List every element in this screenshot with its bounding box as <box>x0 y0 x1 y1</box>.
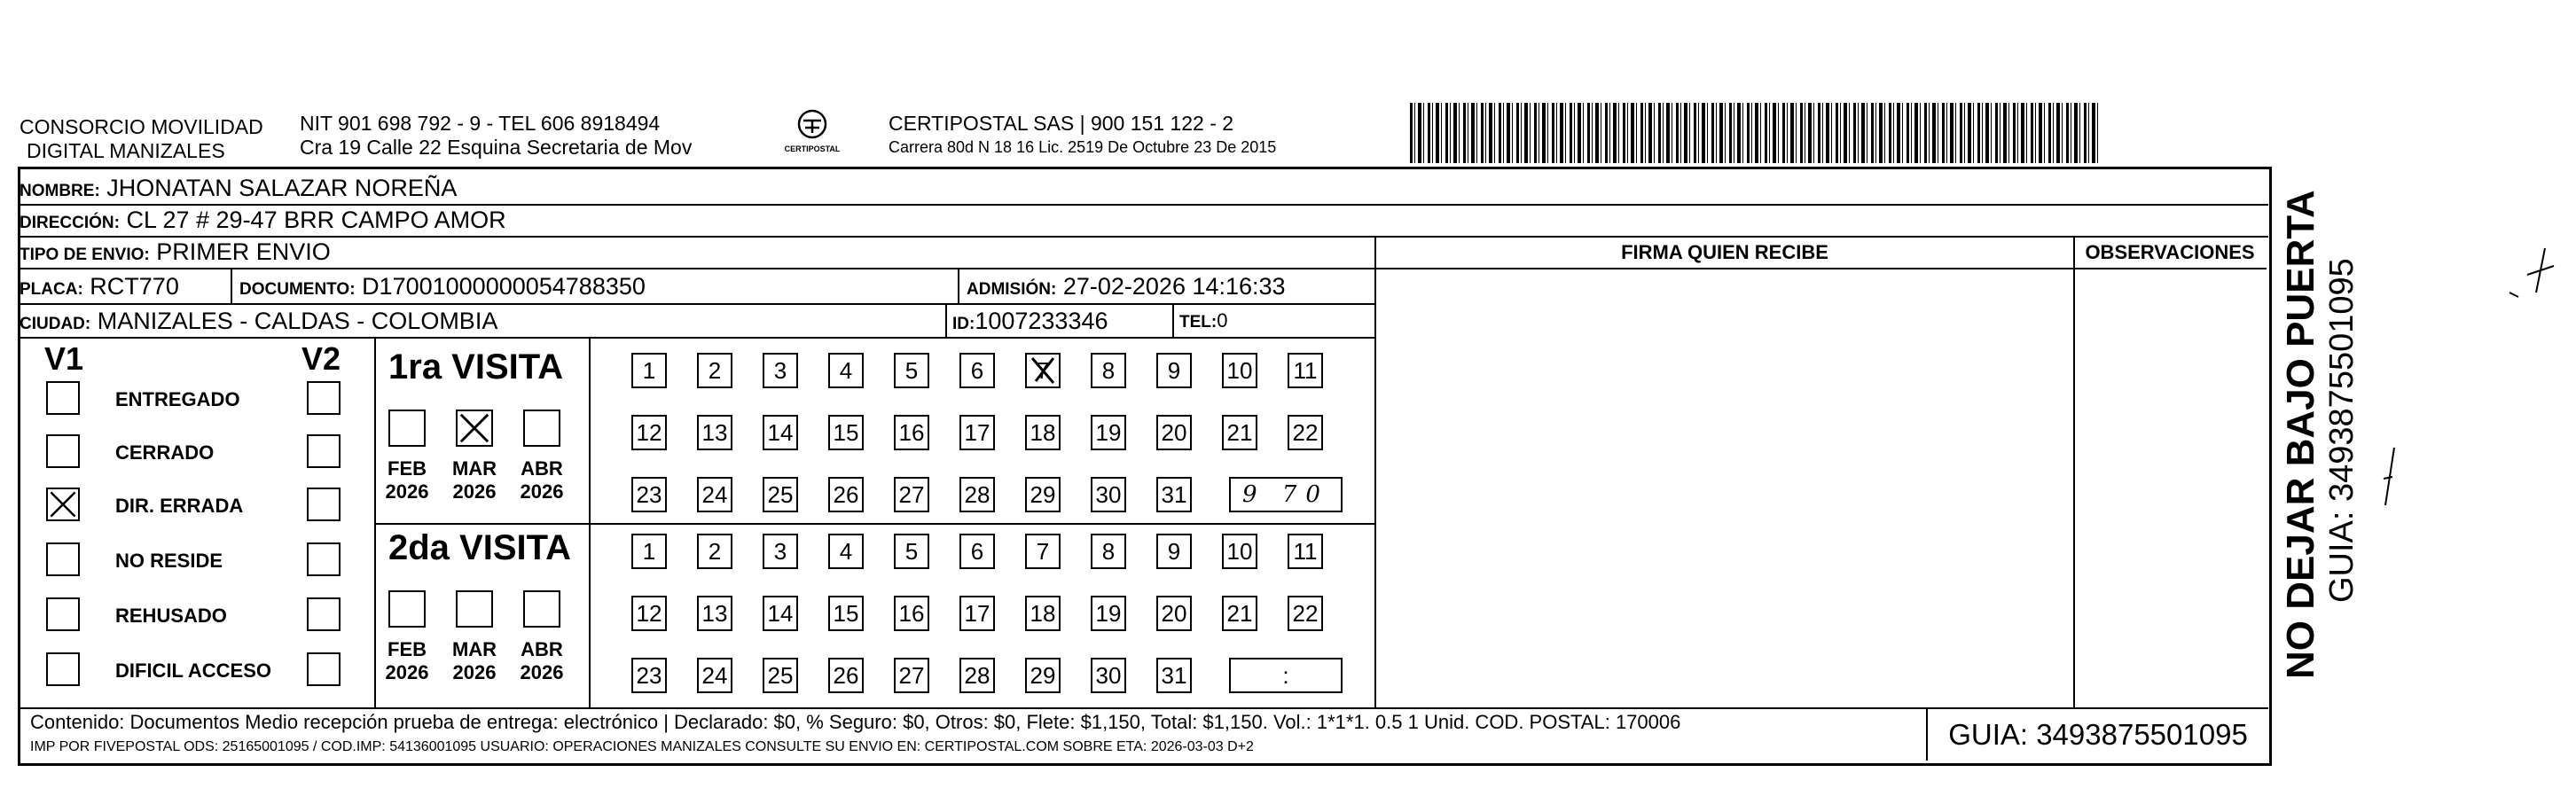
status-label: NO RESIDE <box>115 550 223 572</box>
nombre-row <box>20 174 2268 206</box>
direccion-value: CL 27 # 29-47 BRR CAMPO AMOR <box>126 207 506 233</box>
status-v2-checkbox[interactable] <box>307 652 341 686</box>
second-visit-day-box[interactable]: 24 <box>697 658 732 693</box>
month-name: ABR <box>521 638 563 660</box>
second-visit-day-box[interactable]: 23 <box>631 658 667 693</box>
admision-value: 27-02-2026 14:16:33 <box>1062 273 1286 300</box>
observaciones-label: OBSERVACIONES <box>2073 238 2267 269</box>
v1-label: V1 <box>44 340 84 377</box>
nombre-label: NOMBRE: <box>20 182 100 200</box>
second-visit-day-box[interactable]: 15 <box>828 596 864 631</box>
tipo-value: PRIMER ENVIO <box>156 238 331 265</box>
first-visit-day-box[interactable]: 22 <box>1288 415 1323 450</box>
second-visit-day-box[interactable]: 6 <box>959 534 995 569</box>
first-visit-day-box[interactable]: 27 <box>894 477 929 512</box>
check-mark-icon <box>458 411 491 445</box>
first-visit-day-box[interactable]: 7 <box>1025 353 1061 388</box>
tel-cell <box>1172 305 1227 337</box>
first-visit-day-box[interactable]: 2 <box>697 353 732 388</box>
first-visit-day-box[interactable]: 25 <box>763 477 798 512</box>
company-name <box>20 115 263 163</box>
first-visit-day-box[interactable]: 26 <box>828 477 864 512</box>
second-visit-day-box[interactable]: 17 <box>959 596 995 631</box>
second-visit-day-box[interactable]: 14 <box>763 596 798 631</box>
second-visit-day-box[interactable]: 25 <box>763 658 798 693</box>
ciudad-row <box>20 305 1374 339</box>
first-visit-month-checkbox[interactable] <box>388 410 426 447</box>
v2-label: V2 <box>301 340 341 377</box>
license-line: Carrera 80d N 18 16 Lic. 2519 De Octubre 23 De 2015 <box>889 138 1277 156</box>
second-visit-day-box[interactable]: 4 <box>828 534 864 569</box>
second-visit-day-box[interactable]: 16 <box>894 596 929 631</box>
nit-line: NIT 901 698 792 - 9 - TEL 606 8918494 <box>300 112 661 135</box>
second-visit-day-box[interactable]: 8 <box>1091 534 1126 569</box>
tel-value: 0 <box>1217 309 1228 332</box>
documento-cell <box>231 269 646 303</box>
second-visit-time-box[interactable]: : <box>1229 658 1343 693</box>
status-v2-checkbox[interactable] <box>307 434 341 468</box>
documento-label: DOCUMENTO: <box>239 280 356 299</box>
status-v1-checkbox[interactable] <box>46 434 80 468</box>
company-line-2: DIGITAL MANIZALES <box>27 139 225 162</box>
placa-label: PLACA: <box>20 280 83 299</box>
footer-print-line: IMP POR FIVEPOSTAL ODS: 25165001095 / COD.IMP: 54136001095 USUARIO: OPERACIONES MANIZALES CONSULTE SU ENVIO EN: CERTIPOSTAL.COM SOBRE ETA: 2026-03-03 D+2 <box>30 739 1254 754</box>
first-visit-day-box[interactable]: 8 <box>1091 353 1126 388</box>
month-name: FEB <box>388 638 427 660</box>
first-visit-month-checkbox[interactable] <box>523 410 560 447</box>
id-value: 1007233346 <box>975 308 1108 334</box>
first-visit-day-box[interactable]: 17 <box>959 415 995 450</box>
tel-label: TEL: <box>1179 313 1218 332</box>
barcode <box>1410 103 2102 163</box>
second-visit-day-box[interactable]: 20 <box>1156 596 1192 631</box>
address-line: Cra 19 Calle 22 Esquina Secretaria de Mov <box>300 136 693 159</box>
id-cell <box>945 305 1108 337</box>
logo-text: CERTIPOSTAL <box>784 144 841 153</box>
footer-content-line: Contenido: Documentos Medio recepción prueba de entrega: electrónico | Declarado: $0, % Seguro: $0, Otros: $0, Flete: $1,150, Total: $1,150. Vol.: 1*1*1. 0.5 1 Unid. COD. POSTAL: 170006 <box>30 711 1681 733</box>
second-visit-day-box[interactable]: 29 <box>1025 658 1061 693</box>
second-visit-day-box[interactable]: 19 <box>1091 596 1126 631</box>
first-visit-day-box[interactable]: 29 <box>1025 477 1061 512</box>
status-v1-checkbox[interactable] <box>46 652 80 686</box>
first-visit-day-box[interactable]: 3 <box>763 353 798 388</box>
first-visit-day-box[interactable]: 19 <box>1091 415 1126 450</box>
first-visit-month-label <box>380 457 434 503</box>
first-visit-day-box[interactable]: 28 <box>959 477 995 512</box>
first-visit-day-box[interactable]: 12 <box>631 415 667 450</box>
second-visit-day-box[interactable]: 11 <box>1288 534 1323 569</box>
side-warning: NO DEJAR BAJO PUERTA <box>2279 190 2322 679</box>
status-v1-checkbox[interactable] <box>46 381 80 415</box>
second-visit-month-label <box>515 638 568 684</box>
direccion-label: DIRECCIÓN: <box>20 214 120 232</box>
month-name: MAR <box>451 638 497 660</box>
admision-label: ADMISIÓN: <box>967 280 1057 299</box>
margin-scribble <box>2501 239 2563 328</box>
first-visit-day-box[interactable]: 4 <box>828 353 864 388</box>
second-visit-day-box[interactable]: 3 <box>763 534 798 569</box>
first-visit-day-box[interactable]: 31 <box>1156 477 1192 512</box>
first-visit-day-box[interactable]: 13 <box>697 415 732 450</box>
nombre-value: JHONATAN SALAZAR NOREÑA <box>106 175 458 201</box>
status-v2-checkbox[interactable] <box>307 597 341 631</box>
status-v1-checkbox[interactable] <box>46 542 80 576</box>
first-visit-day-box[interactable]: 6 <box>959 353 995 388</box>
company-info <box>300 112 692 160</box>
status-v2-checkbox[interactable] <box>307 381 341 415</box>
ciudad-value: MANIZALES - CALDAS - COLOMBIA <box>97 308 498 334</box>
first-visit-month-label <box>448 457 501 503</box>
visit-divider-h <box>376 523 1374 525</box>
certipostal-logo <box>780 108 844 153</box>
first-visit-day-box[interactable]: 10 <box>1222 353 1257 388</box>
first-visit-time-box[interactable]: 9 70 <box>1229 477 1343 512</box>
second-visit-month-label <box>448 638 501 684</box>
status-v2-checkbox[interactable] <box>307 542 341 576</box>
first-visit-label: 1ra VISITA <box>388 347 564 386</box>
second-visit-month-checkbox[interactable] <box>523 590 560 628</box>
status-label: ENTREGADO <box>115 388 240 410</box>
second-visit-day-box[interactable]: 21 <box>1222 596 1257 631</box>
courier-info <box>889 112 1276 159</box>
side-guia: GUIA: 3493875501095 <box>2323 258 2361 603</box>
check-mark-icon <box>1027 355 1059 386</box>
observaciones-column <box>2073 238 2267 707</box>
second-visit-month-checkbox[interactable] <box>456 590 493 628</box>
first-visit-day-box[interactable]: 11 <box>1288 353 1323 388</box>
second-visit-day-box[interactable]: 9 <box>1156 534 1192 569</box>
first-visit-day-box[interactable]: 15 <box>828 415 864 450</box>
courier-line: CERTIPOSTAL SAS | 900 151 122 - 2 <box>889 112 1234 135</box>
status-label: DIFICIL ACCESO <box>115 659 272 682</box>
check-mark-icon <box>48 489 78 519</box>
id-label: ID: <box>952 315 975 333</box>
tipo-row <box>20 238 1374 269</box>
month-name: ABR <box>521 457 563 480</box>
first-visit-month-checkbox[interactable] <box>456 410 493 447</box>
footer-guia: GUIA: 3493875501095 <box>1926 709 2268 761</box>
second-visit-day-box[interactable]: 31 <box>1156 658 1192 693</box>
second-visit-day-box[interactable]: 5 <box>894 534 929 569</box>
status-v1-checkbox[interactable] <box>46 597 80 631</box>
status-v1-checkbox[interactable] <box>46 488 80 521</box>
ciudad-label: CIUDAD: <box>20 315 91 333</box>
first-visit-day-box[interactable]: 5 <box>894 353 929 388</box>
month-year: 2026 <box>385 661 429 683</box>
margin-mark <box>2376 443 2403 514</box>
month-year: 2026 <box>385 480 429 503</box>
logo-icon <box>793 108 832 140</box>
first-visit-day-box[interactable]: 20 <box>1156 415 1192 450</box>
firma-column <box>1374 238 2075 707</box>
status-label: CERRADO <box>115 441 215 464</box>
month-name: MAR <box>451 457 497 480</box>
tipo-label: TIPO DE ENVIO: <box>20 246 150 264</box>
second-visit-month-label <box>380 638 434 684</box>
month-year: 2026 <box>452 661 497 683</box>
month-year: 2026 <box>452 480 497 503</box>
admision-cell <box>958 269 1286 303</box>
second-visit-day-box[interactable]: 22 <box>1288 596 1323 631</box>
first-visit-day-box[interactable]: 21 <box>1222 415 1257 450</box>
month-year: 2026 <box>520 661 564 683</box>
firma-label: FIRMA QUIEN RECIBE <box>1376 238 2073 269</box>
second-visit-label: 2da VISITA <box>388 528 571 567</box>
first-visit-day-box[interactable]: 18 <box>1025 415 1061 450</box>
status-label: REHUSADO <box>115 605 227 627</box>
first-visit-day-box[interactable]: 30 <box>1091 477 1126 512</box>
second-visit-day-box[interactable]: 2 <box>697 534 732 569</box>
second-visit-day-box[interactable]: 30 <box>1091 658 1126 693</box>
second-visit-day-box[interactable]: 28 <box>959 658 995 693</box>
first-visit-day-box[interactable]: 1 <box>631 353 667 388</box>
first-visit-day-box[interactable]: 23 <box>631 477 667 512</box>
first-visit-day-box[interactable]: 9 <box>1156 353 1192 388</box>
second-visit-day-box[interactable]: 18 <box>1025 596 1061 631</box>
second-visit-month-checkbox[interactable] <box>388 590 426 628</box>
status-label: DIR. ERRADA <box>115 495 244 517</box>
placa-value: RCT770 <box>90 273 179 300</box>
direccion-row <box>20 206 2268 238</box>
second-visit-day-box[interactable]: 27 <box>894 658 929 693</box>
second-visit-day-box[interactable]: 12 <box>631 596 667 631</box>
first-visit-day-box[interactable]: 16 <box>894 415 929 450</box>
second-visit-day-box[interactable]: 26 <box>828 658 864 693</box>
first-visit-month-label <box>515 457 568 503</box>
company-line-1: CONSORCIO MOVILIDAD <box>20 115 263 138</box>
first-visit-day-box[interactable]: 24 <box>697 477 732 512</box>
month-name: FEB <box>388 457 427 480</box>
second-visit-day-box[interactable]: 13 <box>697 596 732 631</box>
first-visit-day-box[interactable]: 14 <box>763 415 798 450</box>
documento-value: D17001000000054788350 <box>362 273 646 300</box>
second-visit-day-box[interactable]: 10 <box>1222 534 1257 569</box>
second-visit-day-box[interactable]: 1 <box>631 534 667 569</box>
month-year: 2026 <box>520 480 564 503</box>
second-visit-day-box[interactable]: 7 <box>1025 534 1061 569</box>
status-v2-checkbox[interactable] <box>307 488 341 521</box>
